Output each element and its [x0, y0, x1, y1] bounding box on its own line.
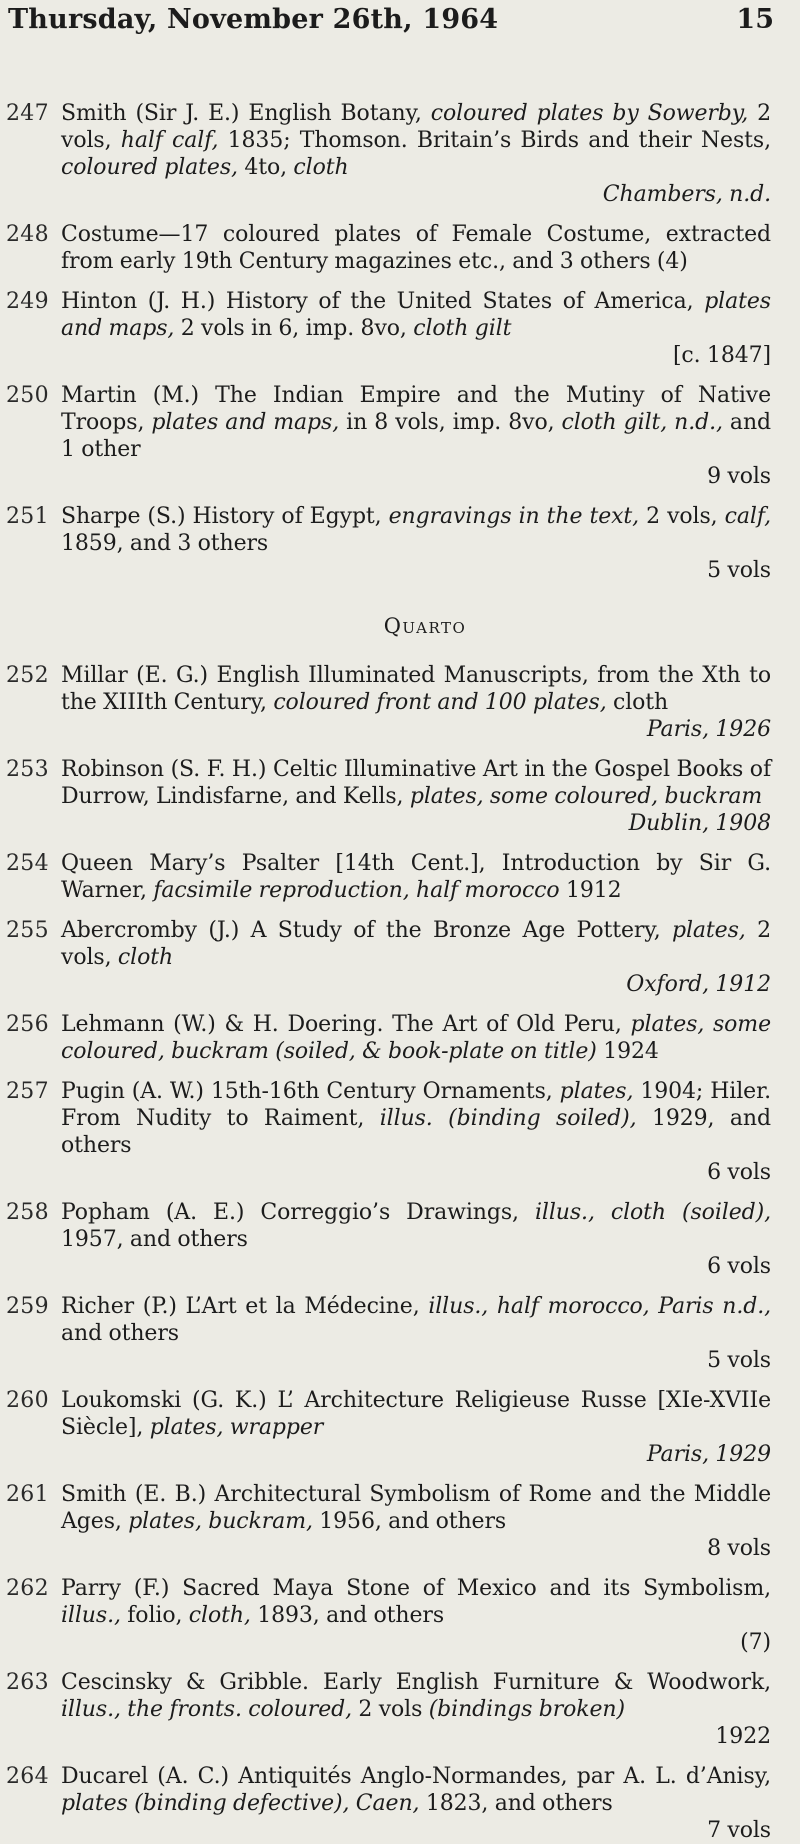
lot-description-italic: plates, some coloured, buckram (soiled, & book-plate on title): [61, 1012, 771, 1064]
lot-description-text: Abercromby (J.) A Study of the Bronze Age Pottery,: [61, 918, 661, 943]
lot-imprint: 5 vols: [707, 1348, 771, 1373]
lot-description-text: 1823, and others: [425, 1791, 613, 1816]
page-number: 15: [736, 4, 774, 35]
lot-description-text: Hinton (J. H.) History of the United States of America,: [61, 289, 694, 314]
lot-description-text: Robinson (S. F. H.) Celtic Illuminative Art in the Gospel Books of Durrow, Lindisfarne, and Kells,: [61, 757, 771, 809]
lot-entry: [0, 1575, 771, 1656]
lot-description-italic: half calf,: [120, 128, 219, 153]
page-title: Thursday, November 26th, 1964: [8, 4, 499, 35]
lot-description-text: Parry (F.) Sacred Maya Stone of Mexico and its Symbolism,: [61, 1576, 771, 1601]
lot-description-italic: cloth: [293, 155, 349, 180]
lot-description-italic: coloured plates by Sowerby,: [430, 101, 749, 126]
lot-number: 248: [6, 222, 49, 247]
lot-number: 247: [6, 101, 49, 126]
lot-number: 259: [6, 1294, 49, 1319]
lot-number: 254: [6, 851, 49, 876]
lot-number: 257: [6, 1079, 49, 1104]
lot-number: 250: [6, 383, 49, 408]
lot-number: 251: [6, 504, 49, 529]
section-heading: Quarto: [383, 614, 467, 638]
lot-description-text: Popham (A. E.) Correggio’s Drawings,: [61, 1200, 519, 1225]
lot-description: [61, 288, 771, 369]
lot-description: [61, 756, 771, 837]
lot-description-text: 1924: [603, 1039, 659, 1064]
lot-entry: [0, 503, 771, 584]
lot-description-italic: cloth gilt, n.d.,: [561, 410, 723, 435]
lot-imprint: 7 vols: [707, 1818, 771, 1843]
lot-description-text: 1957, and others: [61, 1227, 248, 1252]
lot-entry: [0, 221, 771, 275]
lot-description-text: Sharpe (S.) History of Egypt,: [61, 504, 382, 529]
lot-imprint: (7): [740, 1630, 771, 1655]
lot-description-text: Pugin (A. W.) 15th-16th Century Ornaments,: [61, 1079, 553, 1104]
lot-description-text: Costume—17 coloured plates of Female Costume, extracted from early 19th Century magazines etc., and 3 others (4): [61, 222, 771, 274]
lot-number: 260: [6, 1388, 49, 1413]
lot-entry: [0, 100, 771, 208]
lot-description-italic: coloured plates,: [61, 155, 238, 180]
lot-description: [61, 1199, 771, 1280]
lot-imprint: 6 vols: [707, 1254, 771, 1279]
lot-description-text: 1956, and others: [319, 1509, 507, 1534]
lot-description-italic: illus., cloth (soiled),: [534, 1200, 771, 1225]
lot-description-italic: plates,: [559, 1079, 634, 1104]
lot-description-text: Richer (P.) L’Art et la Médecine,: [61, 1294, 420, 1319]
lot-description: [61, 100, 771, 208]
lot-description: [61, 1669, 771, 1750]
lot-description-text: Ducarel (A. C.) Antiquités Anglo-Normandes, par A. L. d’Anisy,: [61, 1764, 771, 1789]
lot-description: [61, 1078, 771, 1186]
lot-description-italic: facsimile reproduction, half morocco: [153, 878, 560, 903]
lot-entry: [0, 1011, 771, 1065]
lot-description: [61, 1387, 771, 1468]
lot-description: [61, 1481, 771, 1562]
lot-entry: [0, 1763, 771, 1844]
lot-description-italic: cloth,: [188, 1603, 251, 1628]
lot-description-text: Lehmann (W.) & H. Doering. The Art of Old Peru,: [61, 1012, 622, 1037]
lot-imprint: Paris, 1926: [646, 717, 771, 742]
lot-imprint: 8 vols: [707, 1536, 771, 1561]
lot-entry: [0, 1669, 771, 1750]
lot-imprint: 6 vols: [707, 1160, 771, 1185]
page-header: [8, 4, 774, 44]
lot-description-text: cloth: [613, 690, 669, 715]
lot-description: [61, 382, 771, 490]
lot-imprint: 5 vols: [707, 558, 771, 583]
lot-description-italic: (bindings broken): [428, 1697, 625, 1722]
lot-description: [61, 1575, 771, 1656]
lot-description-italic: plates and maps,: [151, 410, 340, 435]
lot-imprint: Oxford, 1912: [626, 972, 771, 997]
lot-entry: [0, 917, 771, 998]
lot-description-text: Martin (M.) The Indian Empire and the Mutiny of Native Troops,: [61, 383, 771, 435]
lot-description-italic: coloured front and 100 plates,: [273, 690, 607, 715]
lot-description-text: folio,: [127, 1603, 183, 1628]
lot-description-text: 2 vols,: [61, 918, 771, 970]
lot-number: 253: [6, 757, 49, 782]
lot-description-italic: plates,: [672, 918, 746, 943]
lot-description-italic: illus.,: [61, 1603, 121, 1628]
lot-description-text: in 8 vols, imp. 8vo,: [346, 410, 555, 435]
lot-description-text: Loukomski (G. K.) L’ Architecture Religieuse Russe [XIe-XVIIe Siècle],: [61, 1388, 771, 1440]
lot-description-italic: illus., the fronts. coloured,: [61, 1697, 352, 1722]
lot-description-text: 1835; Thomson. Britain’s Birds and their Nests,: [227, 128, 771, 153]
lot-description-italic: illus. (binding soiled),: [379, 1106, 637, 1131]
lot-description-text: 4to,: [244, 155, 288, 180]
lot-description-text: 1859, and 3 others: [61, 531, 269, 556]
lot-description-text: Smith (E. B.) Architectural Symbolism of Rome and the Middle Ages,: [61, 1482, 771, 1534]
lot-number: 261: [6, 1482, 49, 1507]
lot-description-text: 1904; Hiler. From Nudity to Raiment,: [61, 1079, 771, 1131]
lot-description-text: 1929, and others: [61, 1106, 771, 1158]
lot-entry: [0, 1199, 771, 1280]
lot-description-text: 1912: [565, 878, 622, 903]
lot-description-italic: plates, wrapper: [149, 1415, 324, 1440]
lot-description-text: and others: [61, 1321, 179, 1346]
lot-description-italic: cloth: [117, 945, 174, 970]
lot-description-text: Millar (E. G.) English Illuminated Manuscripts, from the Xth to the XIIIth Century,: [61, 663, 771, 715]
lot-number: 249: [6, 289, 49, 314]
lot-description: [61, 662, 771, 743]
lot-description-italic: engravings in the text,: [388, 504, 640, 529]
lot-number: 262: [6, 1576, 49, 1601]
lot-description-italic: cloth gilt: [413, 316, 512, 341]
lot-entry: [0, 662, 771, 743]
lot-entry: [0, 1387, 771, 1468]
lot-number: 264: [6, 1764, 49, 1789]
lot-description-italic: plates, buckram,: [128, 1509, 313, 1534]
lot-description-text: 2 vols,: [61, 101, 771, 153]
lot-description: [61, 917, 771, 998]
lot-description-text: 2 vols in 6, imp. 8vo,: [180, 316, 407, 341]
lot-number: 255: [6, 918, 49, 943]
lot-entry: [0, 1293, 771, 1374]
lot-description-text: Cescinsky & Gribble. Early English Furniture & Woodwork,: [61, 1670, 771, 1695]
lot-imprint: 1922: [715, 1724, 771, 1749]
lot-imprint: [c. 1847]: [672, 343, 771, 368]
lot-description: [61, 221, 771, 275]
lot-description-text: 2 vols,: [646, 504, 718, 529]
lot-description-text: and 1 other: [61, 410, 771, 462]
lot-list: [0, 100, 800, 1844]
lot-imprint: Chambers, n.d.: [602, 182, 771, 207]
lot-description-text: Queen Mary’s Psalter [14th Cent.], Introduction by Sir G. Warner,: [61, 851, 771, 903]
lot-imprint: 9 vols: [707, 464, 771, 489]
lot-entry: [0, 288, 771, 369]
lot-entry: [0, 1481, 771, 1562]
lot-description-italic: plates (binding defective), Caen,: [61, 1791, 420, 1816]
lot-entry: [0, 1078, 771, 1186]
lot-entry: [0, 382, 771, 490]
lot-number: 258: [6, 1200, 49, 1225]
lot-imprint: Dublin, 1908: [628, 811, 771, 836]
lot-number: 263: [6, 1670, 49, 1695]
lot-imprint: Paris, 1929: [646, 1442, 771, 1467]
lot-description: [61, 1763, 771, 1844]
lot-number: 256: [6, 1012, 49, 1037]
lot-description: [61, 1293, 771, 1374]
lot-number: 252: [6, 663, 49, 688]
lot-description-text: 2 vols: [358, 1697, 423, 1722]
lot-description-italic: plates, some coloured, buckram: [409, 784, 763, 809]
lot-description-text: Smith (Sir J. E.) English Botany,: [61, 101, 422, 126]
lot-description: [61, 850, 771, 904]
lot-description-text: 1893, and others: [257, 1603, 445, 1628]
lot-entry: [0, 756, 771, 837]
lot-description: [61, 503, 771, 584]
lot-description-italic: plates and maps,: [61, 289, 771, 341]
lot-entry: [0, 850, 771, 904]
lot-description: [61, 1011, 771, 1065]
lot-description-italic: illus., half morocco, Paris n.d.,: [428, 1294, 771, 1319]
lot-description-italic: calf,: [724, 504, 771, 529]
